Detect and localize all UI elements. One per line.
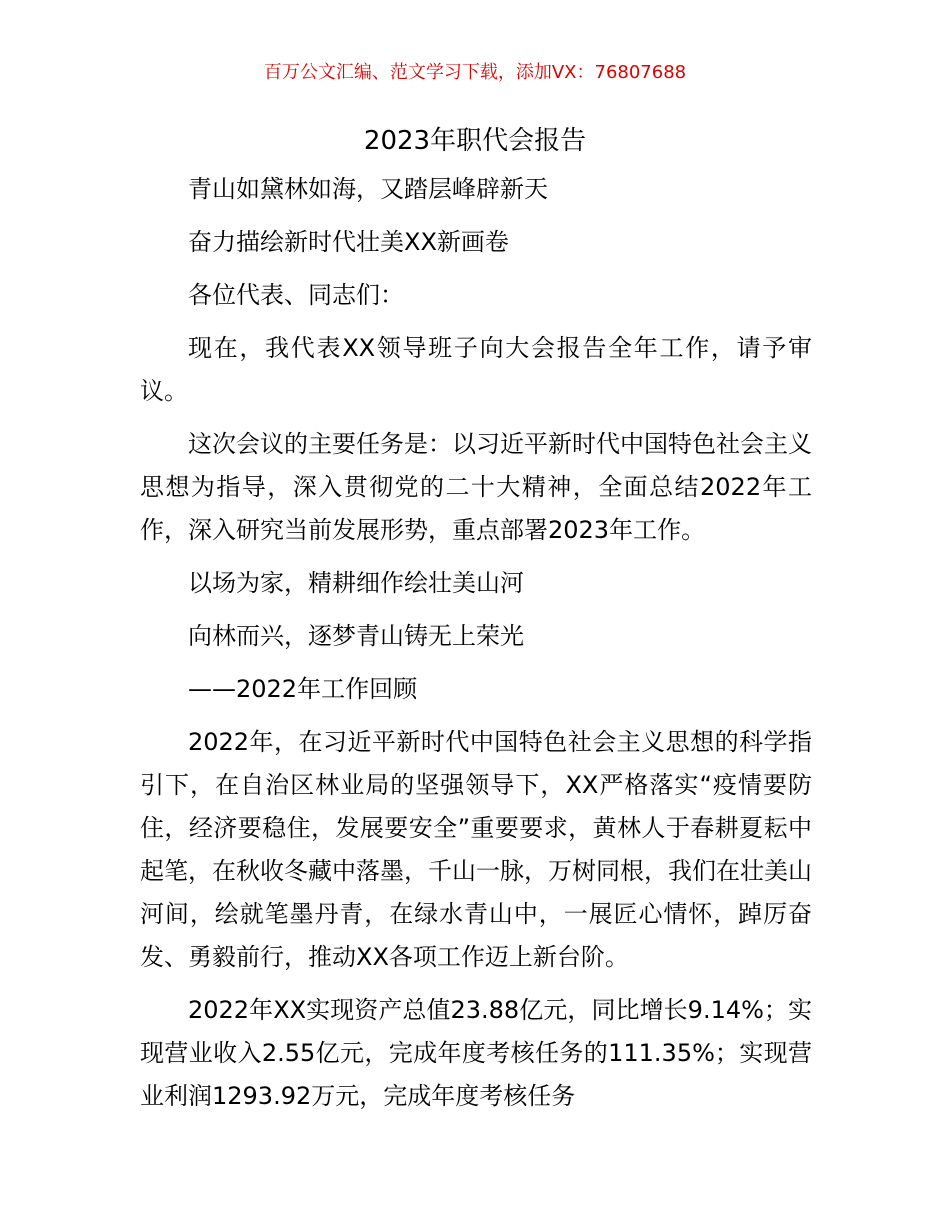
header-watermark-note: 百万公文汇编、范文学习下载，添加VX：76807688 [263,62,687,83]
body-paragraph: 这次会议的主要任务是：以习近平新时代中国特色社会主义思想为指导，深入贯彻党的二十大精神，全面总结2022年工作，深入研究当前发展形势，重点部署2023年工作。 [140,430,812,544]
section-heading-line-2: 向林而兴，逐梦青山铸无上荣光 [188,622,524,650]
body-paragraph: 2022年，在习近平新时代中国特色社会主义思想的科学指引下，在自治区林业局的坚强领导下，XX严格落实“疫情要防住，经济要稳住，发展要安全”重要要求，黄林人于春耕夏耘中起笔，在秋收冬藏中落墨，千山一脉，万树同根，我们在壮美山河间，绘就笔墨丹青，在绿水青山中，一展匠心情怀，踔厉奋发、勇毅前行，推动XX各项工作迈上新台阶。 [140,728,812,971]
body-paragraph: 现在，我代表XX领导班子向大会报告全年工作，请予审议。 [140,334,812,405]
document-title: 2023年职代会报告 [363,126,587,156]
document-body [140,168,812,1118]
salutation: 各位代表、同志们： [188,281,404,309]
slogan-line-1: 青山如黛林如海，又踏层峰辟新天 [188,175,548,203]
body-paragraph: 2022年XX实现资产总值23.88亿元，同比增长9.14%；实现营业收入2.55亿元，完成年度考核任务的111.35%；实现营业利润1293.92万元，完成年度考核任务 [140,996,812,1110]
slogan-line-2: 奋力描绘新时代壮美XX新画卷 [188,228,509,256]
section-heading-line-1: 以场为家，精耕细作绘壮美山河 [188,569,524,597]
section-subtitle: ——2022年工作回顾 [188,675,418,703]
